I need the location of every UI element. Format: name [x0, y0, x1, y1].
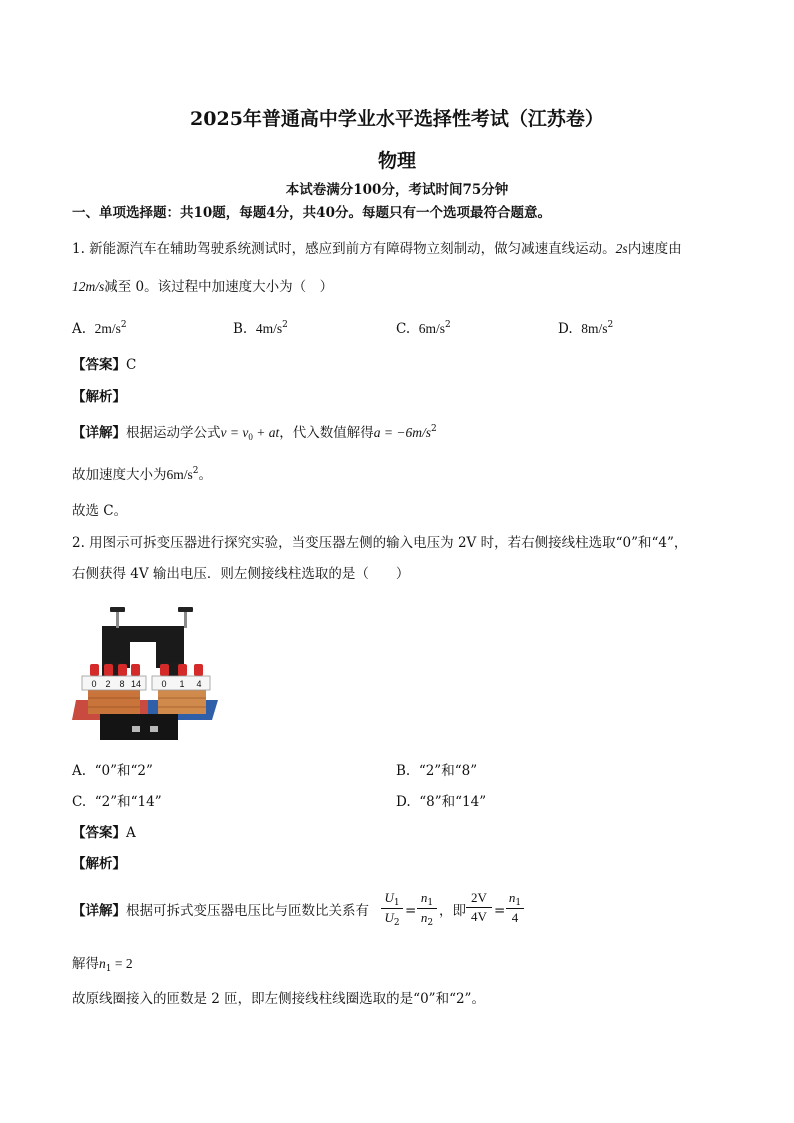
right-terminal-label: 4	[196, 679, 202, 689]
q2-analysis-tag: 【解析】	[72, 856, 126, 872]
fraction-2v-4v: 2V 4V	[466, 890, 492, 925]
left-terminal-label: 8	[119, 679, 125, 689]
fraction-n1-n2: $n_1$ $n_2$	[417, 890, 437, 927]
q1-option-b: B. $4m/s^2$	[233, 320, 288, 337]
section-heading: 一、单项选择题：共10题，每题4分，共40分。每题只有一个选项最符合题意。	[72, 205, 551, 221]
exam-info: 本试卷满分100分，考试时间75分钟	[285, 182, 509, 198]
q1-conclusion: 故加速度大小为$6m/s^2$。	[72, 466, 212, 483]
q1-final: 故选 C。	[72, 503, 128, 519]
equals-sign: =	[405, 903, 417, 919]
right-terminal-label: 0	[161, 679, 167, 689]
q2-option-c: C. “2”和“14”	[72, 794, 162, 810]
equals-sign: =	[494, 903, 506, 919]
q2-solve: 解得$n_1 = 2$	[72, 956, 133, 974]
q2-detail-text: 【详解】根据可拆式变压器电压比与匝数比关系有	[72, 903, 369, 919]
left-terminal-label: 0	[91, 679, 97, 689]
q2-detail-mid: ，即	[439, 903, 466, 919]
q2-option-b: B. “2”和“8”	[396, 763, 478, 779]
q2-option-d: D. “8”和“14”	[396, 794, 487, 810]
q1-analysis-tag: 【解析】	[72, 389, 126, 405]
q1-option-d: D. $8m/s^2$	[558, 320, 614, 337]
fraction-u1-u2: $U_1$ $U_2$	[381, 890, 403, 927]
q1-detail: 【详解】根据运动学公式$v = v_0$ + at，代入数值解得$a = -6m/s^2$	[72, 424, 437, 442]
q1-stem-line2: 12m/s减至 0。该过程中加速度大小为（ ）	[72, 279, 334, 295]
q1-option-c: C. $6m/s^2$	[396, 320, 451, 337]
q1-stem-line1: 1. 新能源汽车在辅助驾驶系统测试时，感应到前方有障碍物立刻制动，做匀减速直线运动。2s内速度由	[72, 241, 682, 257]
q2-stem-line2: 右侧获得 4V 输出电压．则左侧接线柱选取的是（ ）	[72, 566, 410, 582]
transformer-apparatus-image	[72, 602, 222, 744]
q2-option-a: A. “0”和“2”	[72, 763, 153, 779]
right-terminal-label: 1	[179, 679, 185, 689]
q1-option-a: A. $2m/s^2$	[72, 320, 127, 337]
fraction-n1-4: $n_1$ 4	[506, 890, 524, 926]
q2-conclusion: 故原线圈接入的匝数是 2 匝，即左侧接线柱线圈选取的是“0”和“2”。	[72, 991, 485, 1007]
left-terminal-label: 2	[105, 679, 111, 689]
subject-title: 物理	[377, 150, 416, 172]
q1-answer: 【答案】C	[72, 357, 137, 373]
q2-stem-line1: 2. 用图示可拆变压器进行探究实验，当变压器左侧的输入电压为 2V 时，若右侧接线柱选取“0”和“4”，	[72, 535, 688, 551]
q2-answer: 【答案】A	[72, 825, 136, 841]
exam-title: 2025年普通高中学业水平选择性考试（江苏卷）	[190, 108, 604, 130]
left-terminal-label: 14	[130, 679, 142, 689]
